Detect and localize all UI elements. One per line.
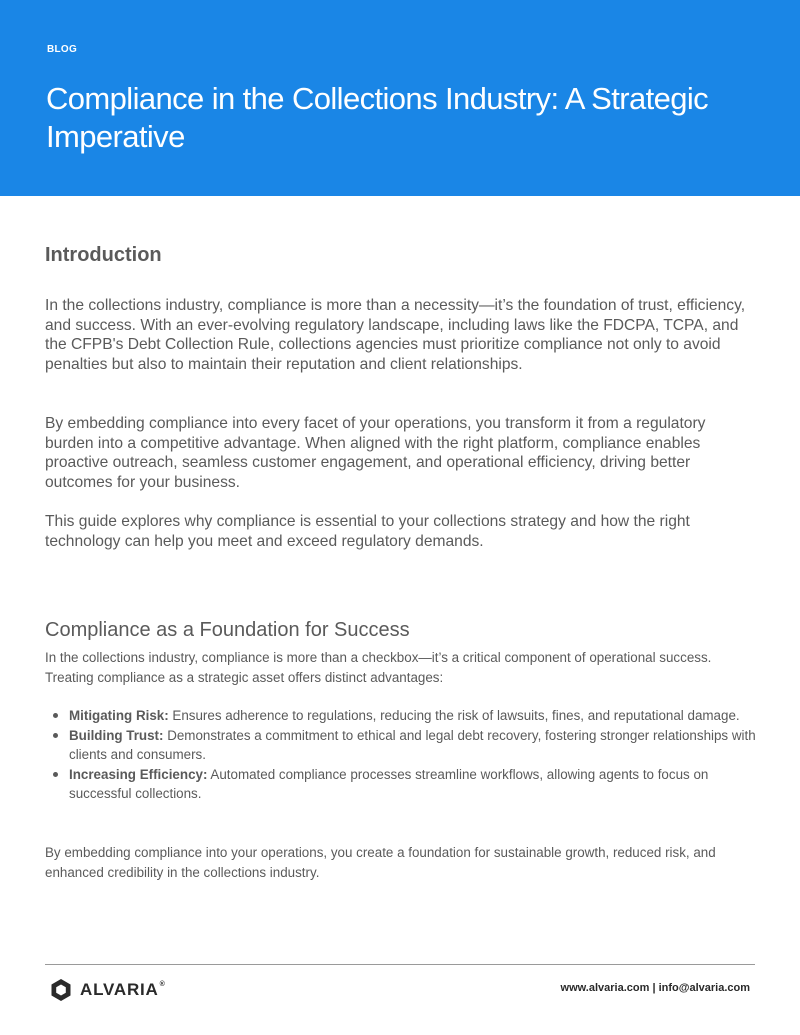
intro-paragraph-3: This guide explores why compliance is essential to your collections strategy and how the right technology can help you meet and exceed regulatory demands. xyxy=(45,513,690,550)
registered-mark: ® xyxy=(159,981,166,988)
foundation-closing-paragraph: By embedding compliance into your operations, you create a foundation for sustainable growth, reduced risk, and enhanced credibility in the collections industry. xyxy=(45,845,716,880)
logo-text: ALVARIA xyxy=(80,980,159,999)
list-item xyxy=(45,765,757,804)
bullet-icon xyxy=(53,733,58,738)
list-item xyxy=(45,726,757,765)
bullet-text: Ensures adherence to regulations, reducing the risk of lawsuits, fines, and reputational damage. xyxy=(168,708,740,723)
eyebrow-label: BLOG xyxy=(47,44,78,55)
header-banner xyxy=(0,0,800,196)
bullet-label: Increasing Efficiency: xyxy=(69,766,208,782)
alvaria-hexagon-icon xyxy=(50,978,72,1002)
footer-divider xyxy=(45,964,755,965)
bullet-label: Building Trust: xyxy=(69,727,164,743)
bullet-label: Mitigating Risk: xyxy=(69,708,169,723)
foundation-heading: Compliance as a Foundation for Success xyxy=(45,619,410,641)
intro-heading: Introduction xyxy=(45,244,162,266)
list-item xyxy=(45,706,757,726)
bullet-icon xyxy=(53,772,58,777)
page-title: Compliance in the Collections Industry: A Strategic Imperative xyxy=(46,81,709,154)
bullet-text: Automated compliance processes streamline workflows, allowing agents to focus on successful collections. xyxy=(69,766,709,801)
alvaria-logo xyxy=(50,977,166,1003)
bullet-text: Demonstrates a commitment to ethical and legal debt recovery, fostering stronger relationships with clients and consumers. xyxy=(69,727,756,762)
footer-contact: www.alvaria.com | info@alvaria.com xyxy=(560,982,750,994)
foundation-lead-paragraph: In the collections industry, compliance is more than a checkbox—it’s a critical component of operational success. Treating compliance as a strategic asset offers distinct advantages: xyxy=(45,650,712,685)
bullet-icon xyxy=(53,713,58,718)
intro-paragraph-2: By embedding compliance into every facet of your operations, you transform it from a regulatory burden into a competitive advantage. When aligned with the right platform, compliance enables proactive outreach, seamless customer engagement, and operational efficiency, driving better outcomes for your business. xyxy=(45,415,706,491)
advantages-list xyxy=(45,706,757,804)
logo-wordmark xyxy=(80,980,166,1000)
intro-paragraph-1: In the collections industry, compliance is more than a necessity—it’s the foundation of trust, efficiency, and success. With an ever-evolving regulatory landscape, including laws like the FDCPA, TCPA, and the CFPB's Debt Collection Rule, collections agencies must prioritize compliance not only to avoid penalties but also to maintain their reputation and client relationships. xyxy=(45,297,746,373)
